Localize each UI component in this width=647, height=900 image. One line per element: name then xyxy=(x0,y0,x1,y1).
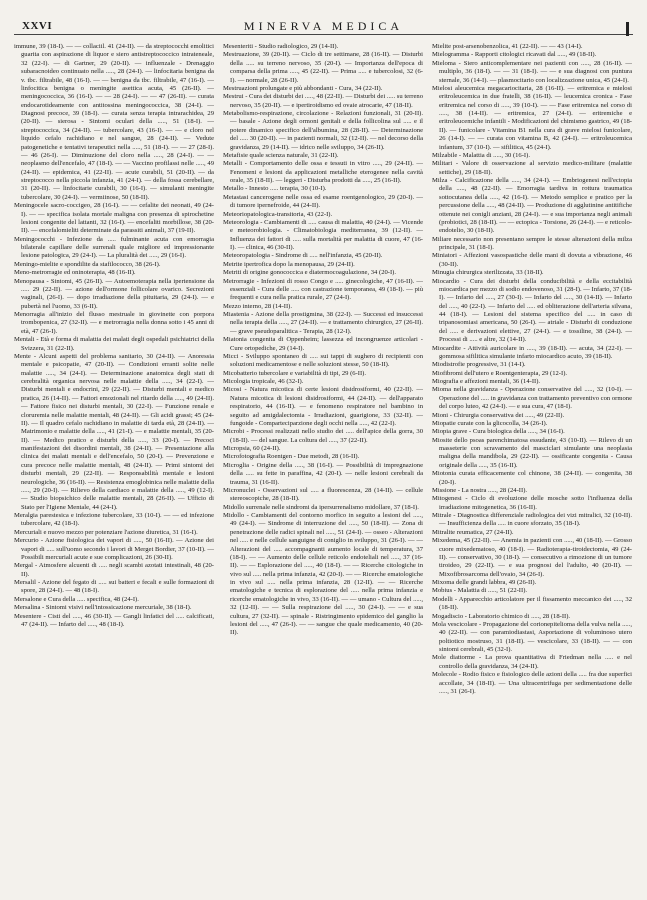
index-entry: Metabolismo-respirazione, circolazione - Relazioni funzionali, 31 (20-II). — basale - Azione degli ormoni genitali e della follicolina sul ..... e il potere dinamico specifico dell'albumina, 28 (28-II). — Determinazione del ..... 30 (20-II). — in pazienti normali, 32 (12-II). — nel decorso della gravidanza, 29 (14-II). — idrico nelle sviluppo, 34 (26-II). xyxy=(223,110,423,151)
index-entry: Miotonia curata efficacemente col chinone, 38 (24-II). — congenita, 38 (20-I). xyxy=(432,470,632,486)
index-entry: Mestruazione, 39 (20-II). — Ciclo di tre settimane, 28 (16-II). — Disturbi della ..... su terreno nervoso, 35 (20-I). — Importanza dell'epoca di comparsa della prima ....., 45 (22-II). — Prima ..... e tubercolosi, 32 (6-I). — normale, 28 (26-II). xyxy=(223,51,423,84)
index-entry: Miastenia - Azione della prostigmina, 38 (22-I). — Successi ed insuccessi nella terapia della ....., 27 (24-II). — e trattamento chirurgico, 27 (26-II). — grave pseudoparalitica - Terapia, 28 (12-I). xyxy=(223,311,423,335)
index-entry: Mercurio - Azione fisiologica dei vapori di ....., 50 (16-II). — Azione dei vapori di ..... sull'uomo secondo i lavori di Merget Bordier, 37 (10-II). — Possibili mercuriali acute e sue complicazioni, 26 (30-II). xyxy=(14,537,214,561)
index-entry: Mente - Alcuni aspetti del problema sanitario, 30 (24-II). — Anoressia mentale e psicopatie, 47 (20-II). — Condizioni erranti solite nelle malattie ....., 34 (24-I). — Determinazione anatomica degli stati di cerebralità organica nervosa nelle malattie della ....., 34 (22-I). — Disturbi mentali e endocrini, 29 (22-II). — Disturbi mentali e medico pratica, 26 (14-II). — Fattori emozionali nel ritardo della ....., 49 (24-II). — Fattore fisico nei disturbi mentali, 30 (22-I). — Funzione renale e cloruremia nelle malattie mentali, 48 (24-II). — Gli acidi grassi; 45 (24-II). — Il quadro cefalo rachidiano in malattie di tarda età, 28 (24-II). — Matrimonio e malattie della ....., 41 (21-I). — e malattie mentali, 35 (20-II). — Medico pratico e disturbi della ....., 33 (20-I). — Precoci manifestazioni dei disordini mentali, 38 (24-II). — Presentazione alla clinica dei malati mentali e dell'encefalo, 50 (20-I). — Prevenzione e cura precoce nelle malattie mentali, 48 (24-II). — Primi sintomi dei disturbi mentali, 29 (22-II). — Responsabilità mentale e lesioni neurologiche, 36 (16-II). — Resistenza emoglobinica nelle malattie della ....., 29 (20-I). — Rilievo della cardiaco e malattie della ....., 49 (12-I). — Studio biopsichico delle malattie mentali, 28 (26-II). — Ufficio di Stato per l'Igiene Mentale, 44 (24-I). xyxy=(14,352,214,511)
index-column-3 xyxy=(432,43,632,696)
index-entry: Modelli - Apparecchio articolatore per il fissamento meccanico dei ....., 32 (18-II). xyxy=(432,595,632,612)
index-entry: Meteorologia - Cambiamenti di ..... causa di malattia, 40 (24-I). — Vicende e meteorobiologia. - Climatobiologia mediterranea, 39 (12-II). — Influenza dei fattori di ..... sulla mortalità per malattia di cuore, 47 (16-I). — clinica, 46 (30-II). xyxy=(223,218,423,251)
page-header xyxy=(14,18,633,35)
index-entry: Miosite dello psoas parenchimatosa essudante, 43 (10-II). — Rilevo di un masseterie con scravamento del masciclari simulante una neoplasia maligna della mandibola, 29 (22-II). — ossificante congenita - Causa originale della ....., 35 (16-II). xyxy=(432,436,632,469)
index-entry: Mestrui - Cura dei disturbi dei ....., 48 (22-II). — Disturbi dei ..... su terreno nervoso, 35 (20-II). — e ipertiroidismo ed ovaie atrocarie, 47 (18-II). xyxy=(223,93,423,109)
margin-rule xyxy=(626,22,629,36)
index-entry: Mitrale - Diagnostica differenziale radiologica dei vizi mitralici, 32 (10-II). — Insufficienza della ..... in cuore sforzato, 35 (18-I). xyxy=(432,512,632,528)
index-entry: Micologia tropicale, 46 (32-I). xyxy=(223,378,304,385)
index-entry: Miocardio - Cura dei disturbi della conducibilità e della eccitabilità miocardica per mezzo di sodio endovenoso, 31 (28-I). — Infarto, 37 (18-I). — Infarto del ....., 27 (30-I). — Infarto del ....., 30 (14-II). — Infarto del ....., 40 (22-I). — Infarto del ..... ed obliterazione dell'arteria silvana, 44 (18-I). — Lesioni del sistema specifico del ..... in caso di tripanosomiasi americana, 50 (26-I). — atriale - Disturbi di conduzione del ..... e derivazioni elettive, 27 (24-I). — e tossiline, 38 (24-I). — Processi di ..... e altre, 32 (14-II). xyxy=(432,277,632,344)
index-entry: Meningo-mielite e spondilite da stafilococco, 38 (26-I). xyxy=(14,260,161,268)
index-entry: Mersalina - Sintomi visivi nell'intossicazione mercuriale, 38 (18-I). xyxy=(14,604,192,612)
index-entry: Mersalone e Cura della ..... specifica, 48 (24-I). xyxy=(14,595,139,603)
journal-title: MINERVA MEDICA xyxy=(243,19,404,33)
index-entry: Mitralite reumatica, 27 (24-II). xyxy=(432,528,514,536)
index-columns xyxy=(14,43,633,696)
index-entry: Metriti di origine gonococcica e diatermocoagulazione, 34 (20-I). xyxy=(223,269,397,277)
index-entry: Mesentere - Cisti del ....., 46 (30-II). — Gangli linfatici del ..... calcificati, 47 (24-II). — Infarto del ....., 48 (18-I). xyxy=(14,612,214,628)
index-entry: Miocardite - Attività auricolare in ....., 39 (18-II). — acuta, 34 (22-I). — gommosa sifilitica simulante infarto miocardico acuto, 39 (18-II). xyxy=(432,344,632,360)
index-entry: Mersalil - Azione del fegato di ..... sui batteri e fecali e sulle formazioni di spore, 28 (24-I). — 48 (18-I). xyxy=(14,579,214,595)
index-entry: Militari - Valore di osservazione al servizio medico-militare (malattie settiche), 29 (18-II). xyxy=(432,160,632,176)
index-entry: Mezzo interno, 28 (14-II). xyxy=(223,302,293,310)
index-entry: Miofibromi dell'utero e Roentgenterapia, 29 (12-I). xyxy=(432,369,568,377)
index-entry: Mobius - Malattia di ....., 51 (22-II). xyxy=(432,587,528,595)
index-entry: Mola vescicolare - Propagazione del corionepitelioma della vulva nella ....., 40 (22-II). — con paramiodiastasi, Asportazione di voluminoso utero poltiotico mostruso, 31 (18-II). — vescicolare, 33 (18-II). — — con sintomi cerebrali, 45 (32-I). xyxy=(432,620,632,653)
index-entry: Mioma nella gravidanza - Operazione conservative del ....., 32 (10-I). — Operazione del ..... in gravidanza con trattamento preventivo con ormone del corpo luteo, 42 (24-I). — e sua cura, 47 (18-I). xyxy=(432,386,632,411)
index-entry: Mioni - Chirurgia conservativa dei ....., 49 (22-II). xyxy=(432,411,565,419)
index-entry: Meteoropatologia - Sindrome di ..... nell'infanzia, 45 (20-II). xyxy=(223,252,383,260)
index-entry: Mixoma delle grandi labbra, 49 (26-II). xyxy=(432,579,537,586)
index-entry: Meralgia parestesica e infezione tubercolare, 33 (10-I). — — ed infezione tubercolare, 42 (18-I). xyxy=(14,512,214,528)
index-entry: Mercuriali e nuovo mezzo per potenziare l'azione diuretica, 31 (16-I). xyxy=(14,528,198,536)
index-entry: Missione - La nostra ....., 28 (24-II). xyxy=(432,486,528,494)
index-entry: Micropsia, 60 (24-II). xyxy=(223,445,281,452)
index-entry: Metalli - Comportamento delle ossa e tessuti in vitro ....., 29 (24-II). — Fenomeni e lesioni da applicazioni metalliche eterogenee nella cavità orale, 35 (18-II). — leggeri - Disturba prodotti da ....., 25 (16-II). xyxy=(223,160,423,184)
index-entry: Miniatori - Affezioni vasospastiche delle mani di dovuta a vibrazione, 46 (30-II). xyxy=(432,252,632,268)
index-entry: Midollo - Cambiamenti del contorno morfico in seguito a lesioni del ....., 49 (24-I). — Sindrome di interruzione del ....., 50 (18-II). — Zona di penetrazione delle radici spinali nel ....., 51 (24-I). — osseo - Alterazioni nel ..... e nelle cellule sanguigne di coniglio in sviluppo, 31 (26-I). — — Alterazioni del ..... accompagnanti aumento locale di temperatura, 37 (18-I). — — Aumento delle cellule reticolo endoteliali nel ....., 37 (16-II). — — Esplorazione del ....., 40 (18-I). — — Ricerche citologiche in vivo sul ..... nella prima infanzia, 42 (20-I). — — Ricerche ematologiche in vivo sul ..... nella prima infanzia, 28 (12-II). — — Ricerche ematologiche e tecnica di esplorazione del ..... nella prima infanzia e ricerche ematologiche in vivo, 33 (16-II). — — umano - Cultura del ....., 32 (12-II). — — Sulla respirazione del ....., 30 (24-I). — — e sua cultura, 27 (32-II). — spinale - Ristringimento epidemico del ganglio la lesioni del ....., 47 (26-I). — — sangue che quale medicamento, 40 (20-II). xyxy=(223,512,423,637)
index-entry: Micci - Sviluppo spontaneo di ..... sui tappi di sughero di recipienti con soluzioni medicamentose e nelle soluzioni stesse, 50 (18-II). xyxy=(223,352,423,369)
index-entry: Miografia e affezioni mentali, 36 (14-II). xyxy=(432,378,541,385)
index-entry: Microbi - Processi realizzati nello studio dei ..... dell'apice della gorra, 30 (18-II). — del sangue. La coltura del ....., 37 (22-II). xyxy=(223,428,423,444)
index-entry: Metrite ipertrofica dopo la menopausa, 29 (24-II). xyxy=(223,260,355,268)
index-entry: Metallo - Innesto ..... terapia, 30 (10-I). xyxy=(223,185,327,193)
index-entry: Mentali - Età e forma di malattia dei malati degli ospedali psichiatrici della Svizzera, 31 (22-II). xyxy=(14,336,214,352)
index-entry: Molecole - Rodio fisico e fisiologico delle azioni della ..... fra due superfici accollate, 34 (18-II). — Una ultracentrifuga per sedimentazione delle ....., 31 (26-I). xyxy=(432,671,632,695)
index-entry: Microglia - Origine della ....., 38 (16-I). — Possibilità di impregnazione della ..... su fette in paraffina, 42 (20-I). — nelle lesioni cerebrali da trauma, 31 (16-II). xyxy=(223,461,423,486)
index-entry: Miopia grave - Cura biologica della ....., 34 (16-I). xyxy=(432,428,565,436)
index-entry: Mole diattorme - La prova quantitativa di Friedman nella ..... e nel controllo della gravidanza, 34 (24-II). xyxy=(432,654,632,670)
index-entry: Meningococchi - Infezione da ..... fulminante acuta con emorragia bilaterale capillare delle surrenali quale migliore ed impressionante lesione patologica, 29 (24-I). — La pluralità dei ....., 29 (16-I). xyxy=(14,235,214,260)
index-entry: Minugia chirurgica sterilizzata, 33 (18-II). xyxy=(432,269,544,277)
index-entry: Menorragia all'inizio del flusso mestruale in giovinette con porpora trombopenica, 27 (32-II). — e metrorragia nella donna sotto i 45 anni di età, 47 (26-I). xyxy=(14,311,214,335)
index-entry: Micobatterio tubercolare e variabilità di tipi, 29 (6-II). xyxy=(223,369,366,377)
index-entry: Mieloma - Siero anticomplementare nei pazienti con ....., 28 (16-II). — multiplo, 36 (18-I). — — 31 (18-I). — — e sua diagnosi con puntura sternale, 36 (14-I). — plasmocitario con localizzazione unica, 45 (24-I). xyxy=(432,59,632,84)
index-column-1 xyxy=(14,43,214,696)
index-entry: Microfotografia Roentgen - Due metodi, 28 (16-II). xyxy=(223,453,360,461)
index-column-2 xyxy=(223,43,423,696)
index-entry: Metastasi cancerogene nelle ossa ed esame roentgenologico, 29 (20-I). — di tumore ipernefroide, 44 (24-II). xyxy=(223,193,423,210)
index-entry: immune, 39 (18-I). — — collaciil. 41 (24-II). — da streptococchi emolitici guarita con aspirazione di liquor e siero antistreptococcico intrateneale, 32 (22-I). — di Gartner, 29 (20-II). — influenzale - Drenaggio subaracnoideo continuato nella ....., 28 (24-I). — linfocitaria benigna da v. tbc. filtrabile, 48 (16-I). — — benigna da tbc. filtrabile, 47 (16-I). — linfocitica benigna o meningite asettica acuta, 45 (26-II). — meningococcica, 36 (16-I). — — 28 (24-I). — — 47 (26-II). — curata endocarotideamente con antitossina meningococcica, 38 (24-I). — Diagnosi precoce, 39 (18-I). — curata senza terapia intrarachidea, 29 (20-II). — sierosa - Sintomi oculari della ....., 51 (18-I). — streptococcica, 34 (24-II). — tubercolare, 43 (16-I). — — e cloro nel liquido cefalo rachidiano e nel sangue, 28 (24-II). — Vedute patogenetiche e tentativi terapeutici nella ....., 51 (18-I). — — 27 (28-I). — 46 (26-I). — Diminuzione del cloro nella ....., 28 (24-I). — — neoplasmo dell'encefalo, 47 (18-I). — — Vaccino profilassi nelle ....., 49 (24-II). — epidemica, 41 (22-II). — acute curabili, 51 (20-II). — da streptococco nella piccola infanzia, 41 (24-I). — della fossa cerebellare, 31 (20-II). — linfocitarie curabili, 30 (16-I). — simulanti meningite tubercolare, 30 (24-I). — vermiinose, 50 (18-II). xyxy=(14,43,214,201)
index-entry: Miodistrofie progressive, 31 (14-I). xyxy=(432,361,526,369)
index-entry: Meno-metrorragie ed oninoterapia, 48 (16-II). xyxy=(14,269,136,277)
index-entry: Mogadiscio - Laboratorio chimico di ....., 28 (18-II). xyxy=(432,612,571,620)
index-entry: Mestruazioni prolungate e più abbondanti - Cura, 34 (22-II). xyxy=(223,84,383,92)
index-entry: Micosi - Natura micotica di certe lesioni disidrosiformi, 40 (22-II). — Natura micotica di lesioni disidrosiformi, 44 (24-II). — dell'apparato respiratorio, 44 (16-II). — e fenomeno respiratore nel bambino in seguito ad amigdalectomia - Irradiazioni, guarigione, 33 (32-II). — fungoide - Comparteciparzione degli occhi nella ....., 42 (22-I). xyxy=(223,386,423,427)
index-entry: Meteoriopatologica-transitoria, 43 (22-I). xyxy=(223,210,333,218)
index-entry: Mitogenesi - Ciclo di evoluzione delle mosche sotto l'influenza della irradiazione mitogenetica, 36 (16-II). xyxy=(432,495,632,511)
index-entry: Miatonia congenita di Oppenheim; lassezza ed incongruenze articolari - Cure ortopediche, 29 (14-I). xyxy=(223,336,423,352)
index-entry: Mesenteriti - Studio radiologico, 29 (14-II). xyxy=(223,43,339,50)
index-entry: Mielogramma - Rapporti citologici ricavati dal ....., 49 (18-II). xyxy=(432,51,597,59)
index-entry: Midollo surrenale nelle sindromi da ipersurrenalismo midollare, 37 (18-I). xyxy=(223,503,419,511)
index-entry: Mixedema, 45 (22-II). — Anemia in pazienti con ....., 40 (18-II). — Grosso cuore mixedematoso, 40 (18-I). — Radioterapia-tiroidectomia, 49 (24-II). — conservativo, 30 (18-I). — consecutivo a rimozione di un tumore tiroideo, 29 (22-II). — e sua prognosi del l'adulto, 40 (20-II). — Mixofibrosarcoma dell'ovaio, 34 (26-I). xyxy=(432,537,632,578)
index-entry: Meningocele sacro-coccigeo, 28 (16-I). — — cefalite dei neonati, 49 (24-I). — — specifica isolata mortale maligna con presenza di spirochetine lesioni congenite del lattanti, 32 (16-I). — encefaliti morbillose, 38 (20-II). — encefalomieliti determinate da parassiti animali, 37 (19-II). xyxy=(14,202,214,235)
index-entry: Mergal - Atmosfere alcuenti di ..... negli scambi azotati intestinali, 48 (20-II). xyxy=(14,562,214,578)
index-entry: Miopatie curate con la glicocolla, 34 (26-I). xyxy=(432,419,548,427)
index-entry: Metafisie quale scienza naturale, 31 (22-II). xyxy=(223,151,339,159)
index-entry: Milzabile - Malattia di ....., 30 (16-I). xyxy=(432,151,530,159)
index-entry: Miliare necessario non presentano sempre le stesse alterazioni della milza principale, 31 (18-I). xyxy=(432,235,632,251)
index-entry: Micronuclei - Osservazioni sul ..... a fluorescenza, 28 (14-II). — cellule stereoscopiche, 28 (18-II). xyxy=(223,486,423,503)
index-entry: Mielosi aleucemica megacariocitaria, 28 (16-II). — eritremica e mielosi eritroleucemica in due fratelli, 38 (16-II). — leucemica cronica - Fase eritremica nel corso di ....., 39 (10-I). — — Fase eritremica nel corso di ....., 38 (14-II). — eritremica, 27 (24-I). — eritremiche e eritroleucemiche infantili - Modificazioni del chimismo gastrico, 49 (18-II). — funicolare - Vitamina B1 nella cura di grave mielosi funicolare, 26 (14-I). — — curata con vitamina B, 42 (24-I). — eritroleucemica infantum, 37 (10-I). — sifilitica, 45 (24-I). xyxy=(432,84,632,151)
page-number: XXVI xyxy=(22,20,53,32)
index-entry: Mielite post-arsenobenzolica, 41 (22-II). — — 43 (14-I). xyxy=(432,43,583,50)
index-entry: Metrorragie - Infezioni di rosso Congo e ..... ginecologiche, 47 (16-II). — essenziali - Cura delle ..... con castrazione temporanea, 49 (18-I). — più frequenti e cura nella pratica rurale, 27 (24-I). xyxy=(223,277,423,302)
index-entry: Milza - Calcificazione della ....., 34 (24-I). — Embriogenesi nell'ectopia della ....., 48 (22-II). — Emorragia tardiva in rottura traumatica sottocutanea della ....., 42 (16-I). — Metodo semplice e pratico per la percussione della ....., 48 (24-II). — Produzione di agglutinine antitifiche ottenute nei conigli anziani, 28 (24-I). — e sua importanza negli animali (probiotici, 28 (18-II). — — ectopica - Torsione, 26 (24-I). — e reticolo-endotelio, 30 (18-II). xyxy=(432,177,632,235)
index-entry: Menopausa - Sintomi, 45 (26-II). — Autoemoterapia nella ipertensione da ..... 29 (22-II). — azione dell'ormone follicolare ovarico. Secrezioni vaginali, (26-I). — dopo irradiazione della pituitaria, 29 (24-I). — e pubertà nel l'uomo, 33 (6-II). xyxy=(14,277,214,310)
